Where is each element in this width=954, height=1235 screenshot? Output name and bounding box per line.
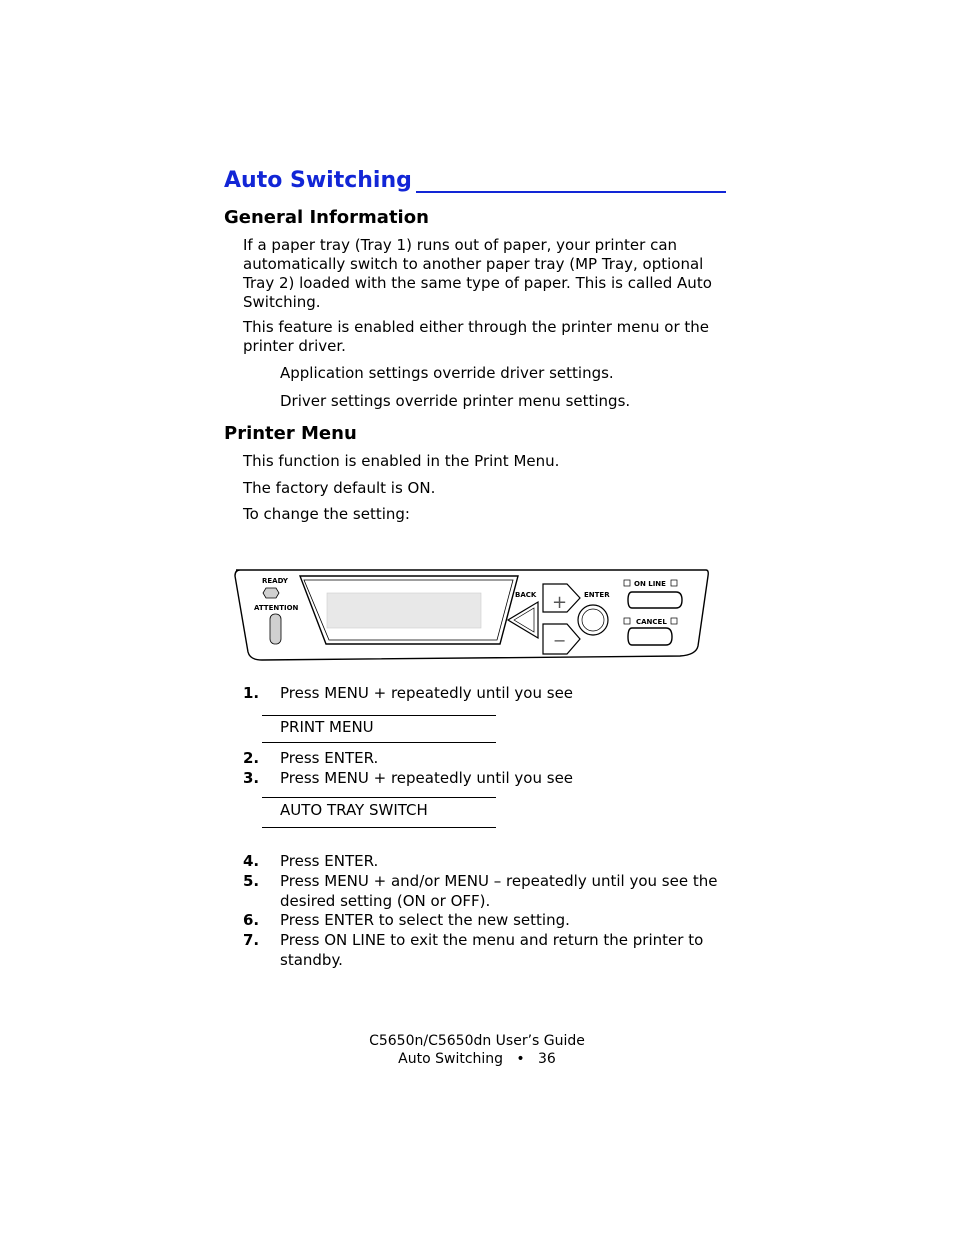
general-information-heading: General Information — [224, 207, 429, 228]
step-text: Press MENU + repeatedly until you see — [280, 684, 574, 702]
control-panel-illustration — [232, 566, 712, 664]
svg-text:−: − — [553, 631, 567, 650]
on-line-label: ON LINE — [634, 580, 666, 588]
step-number: 3. — [243, 769, 260, 787]
display-text-print-menu: PRINT MENU — [280, 718, 374, 736]
printer-menu-heading: Printer Menu — [224, 423, 357, 444]
step-text: Press ON LINE to exit the menu and return the printer to standby. — [280, 931, 704, 969]
note-driver-settings: Driver settings override printer menu settings. — [280, 392, 631, 410]
display-box-top — [262, 715, 496, 716]
step-number: 2. — [243, 749, 260, 767]
printer-menu-line-1: This function is enabled in the Print Menu. — [243, 452, 560, 470]
step-number: 7. — [243, 931, 260, 949]
general-para-1: If a paper tray (Tray 1) runs out of paper, your printer can automatically switch to another paper tray (MP Tray, optional Tray 2) loaded with the same type of paper. This is called Auto Switching. — [243, 236, 712, 311]
step-text: Press ENTER. — [280, 852, 379, 870]
attention-label: ATTENTION — [254, 604, 299, 612]
attention-led-icon — [270, 614, 281, 644]
enter-label: ENTER — [584, 591, 610, 599]
step-text: Press MENU + and/or MENU – repeatedly until you see the desired setting (ON or OFF). — [280, 872, 718, 910]
step-number: 6. — [243, 911, 260, 929]
ready-label: READY — [262, 577, 288, 585]
ready-led-icon — [263, 588, 279, 598]
on-line-button — [628, 592, 682, 608]
enter-button — [578, 605, 608, 635]
step-number: 5. — [243, 872, 260, 890]
step-text: Press MENU + repeatedly until you see — [280, 769, 574, 787]
step-number: 1. — [243, 684, 260, 702]
back-label: BACK — [515, 591, 537, 599]
display-text-auto-tray-switch: AUTO TRAY SWITCH — [280, 801, 428, 819]
note-application-settings: Application settings override driver settings. — [280, 364, 614, 382]
display-screen — [327, 593, 481, 628]
title-underline — [416, 191, 726, 193]
step-number: 4. — [243, 852, 260, 870]
step-text: Press ENTER. — [280, 749, 379, 767]
cancel-button — [628, 628, 672, 645]
general-para-2: This feature is enabled either through the printer menu or the printer driver. — [243, 318, 710, 355]
cancel-label: CANCEL — [636, 618, 667, 626]
display-box-bottom — [262, 742, 496, 743]
display-box-top — [262, 797, 496, 798]
display-box-bottom — [262, 827, 496, 828]
svg-text:+: + — [552, 592, 568, 613]
footer-guide-title: C5650n/C5650dn User’s Guide — [369, 1033, 585, 1049]
footer-section-page: Auto Switching • 36 — [398, 1051, 556, 1067]
page-title: Auto Switching — [224, 168, 412, 193]
printer-menu-line-2: The factory default is ON. — [243, 479, 436, 497]
step-text: Press ENTER to select the new setting. — [280, 911, 570, 929]
printer-menu-line-3: To change the setting: — [243, 505, 410, 523]
